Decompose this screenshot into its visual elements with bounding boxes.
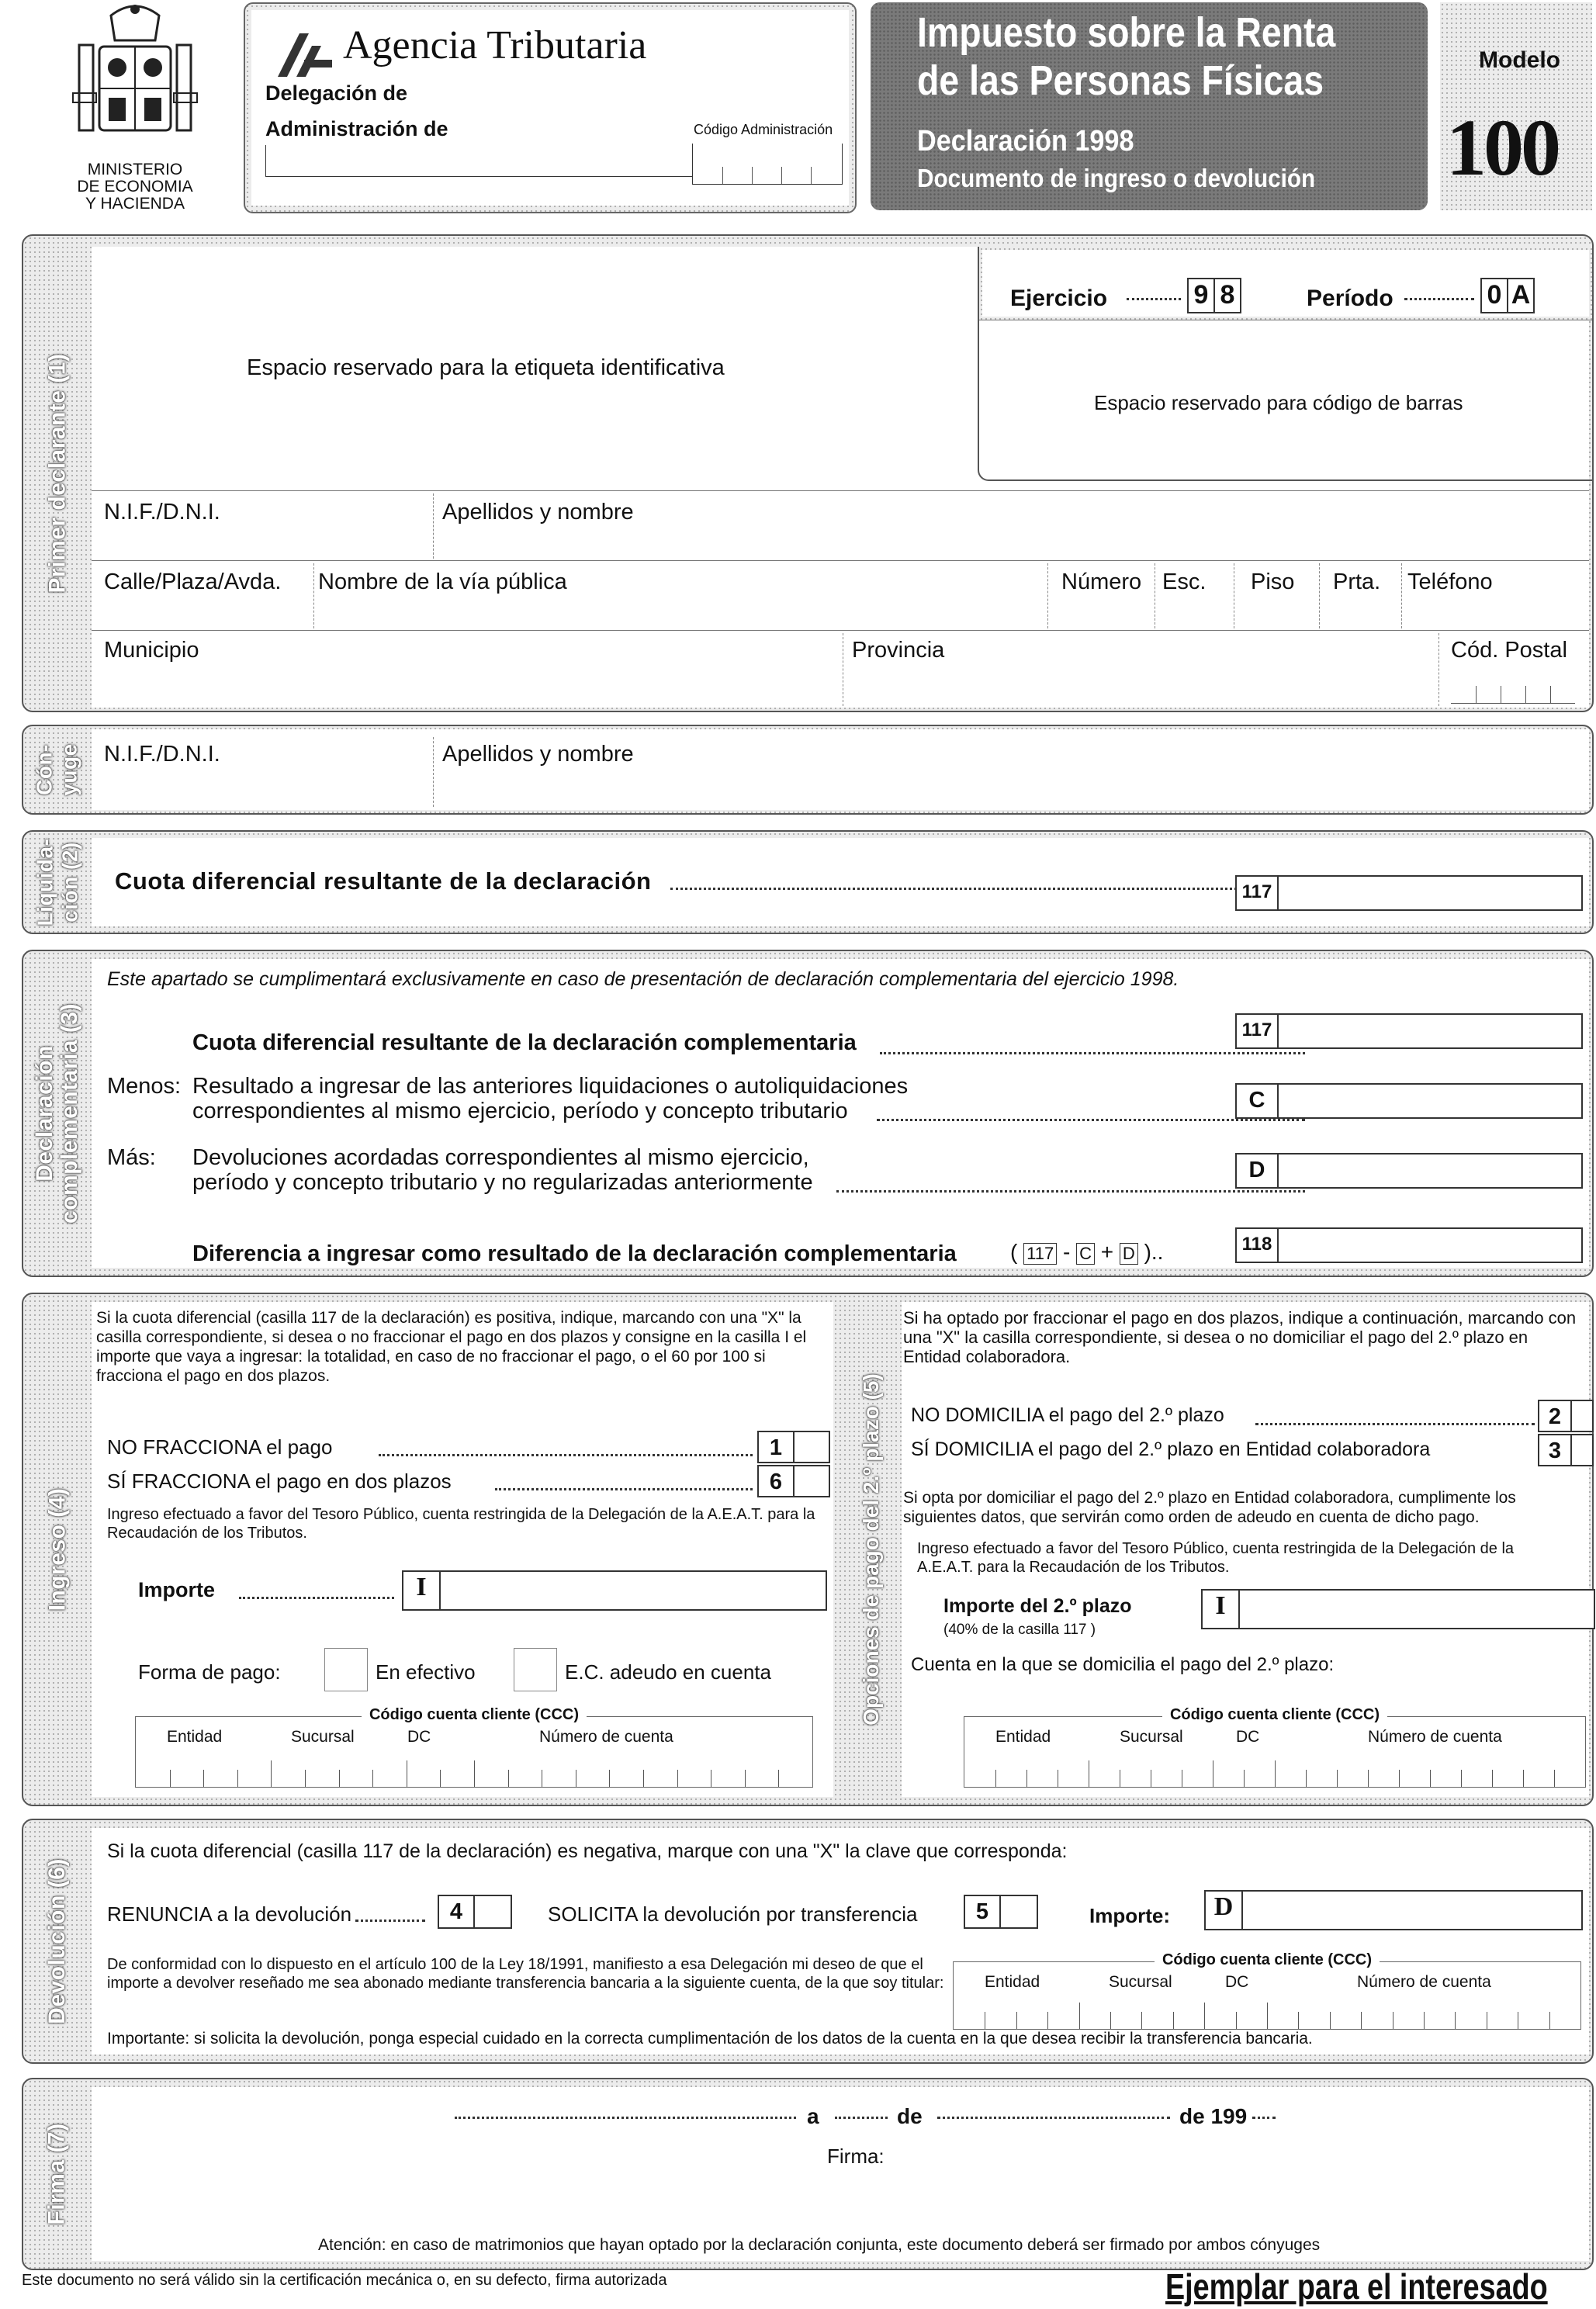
solicita-label: SOLICITA la devolución por transferencia (548, 1902, 918, 1926)
firma-de-label: de (897, 2104, 923, 2128)
ejercicio-periodo-box (978, 247, 1592, 320)
cod-postal-field[interactable] (1451, 673, 1575, 704)
dia-field[interactable] (835, 2117, 888, 2119)
code-118: 118 (1235, 1227, 1279, 1263)
ec-adeudo-label: E.C. adeudo en cuenta (565, 1660, 771, 1684)
efectivo-checkbox[interactable] (324, 1648, 368, 1691)
complementaria-d-input[interactable] (1277, 1153, 1583, 1189)
ccc-digit-divider (643, 1770, 644, 1787)
code-i: I (402, 1570, 441, 1611)
ccc-digit-divider (1016, 2012, 1017, 2029)
ccc-digit-divider (1204, 2003, 1205, 2029)
numero-label: Número (1061, 569, 1142, 594)
mas-line1: Devoluciones acordadas correspondientes al mismo ejercicio, (192, 1145, 809, 1170)
conyuge-nif-field[interactable] (92, 771, 425, 805)
ccc-digit-divider (995, 1770, 996, 1787)
ccc-digit-divider (170, 1770, 171, 1787)
codigo-admin-label: Código Administración (694, 122, 833, 137)
mas-label: Más: (107, 1145, 156, 1170)
si-domicilia-label: SÍ DOMICILIA el pago del 2.º plazo en Entidad colaboradora (911, 1438, 1431, 1460)
barcode-box (978, 320, 1592, 481)
diferencia-formula: ( 117 - C + D ).. (1010, 1240, 1164, 1264)
prta-label: Prta. (1333, 569, 1381, 594)
ccc-digit-divider (1110, 2012, 1111, 2029)
menos-label: Menos: (107, 1074, 182, 1099)
ministry-line: MINISTERIO (87, 161, 183, 178)
renuncia-checkbox[interactable] (473, 1895, 512, 1929)
ccc-digit-divider (1267, 2003, 1268, 2029)
municipio-label: Municipio (104, 638, 199, 663)
ccc-digit-divider (1554, 1770, 1555, 1787)
code-3: 3 (1538, 1434, 1572, 1466)
ministry-crest (68, 0, 202, 159)
ccc-digit-divider (745, 1770, 746, 1787)
ccc-digit-divider (508, 1770, 509, 1787)
section-firma (22, 2078, 1594, 2270)
atencion-note: Atención: en caso de matrimonios que hayan optado por la declaración conjunta, este documento deberá ser firmado por ambos cónyuges (318, 2236, 1321, 2254)
ejercicio-digit: 9 (1187, 278, 1215, 313)
complementaria-row1-text: Cuota diferencial resultante de la declaración complementaria (192, 1030, 857, 1055)
municipio-field[interactable] (104, 670, 833, 701)
lugar-field[interactable] (455, 2117, 796, 2119)
code-4: 4 (438, 1895, 475, 1929)
apellidos-label: Apellidos y nombre (442, 500, 634, 524)
periodo-digit: A (1507, 278, 1535, 313)
complementaria-117-input[interactable] (1277, 1013, 1583, 1049)
subtitle-documento: Documento de ingreso o devolución (917, 164, 1316, 192)
calle-label: Calle/Plaza/Avda. (104, 569, 282, 594)
importante-note: Importante: si solicita la devolución, ponga especial cuidado en la correcta cumplimentación de los datos de la cuenta en la que desea recibir la transferencia bancaria. (107, 2030, 1313, 2048)
title-block (871, 2, 1428, 210)
via-label: Nombre de la vía pública (318, 569, 567, 594)
code-d-devolucion: D (1204, 1890, 1243, 1930)
ingreso-para2: Ingreso efectuado a favor del Tesoro Público, cuenta restringida de la Delegación de la A.E.A.T. para la Recaudación de los Tributos. (107, 1506, 815, 1542)
no-fracciona-label: NO FRACCIONA el pago (107, 1435, 333, 1459)
efectivo-label: En efectivo (376, 1660, 476, 1684)
subtitle-declaracion: Declaración 1998 (917, 125, 1134, 158)
ccc-digit-divider (1424, 2012, 1425, 2029)
ccc-digit-divider (1368, 1770, 1369, 1787)
opciones-content (902, 1302, 1589, 1797)
diferencia-text: Diferencia a ingresar como resultado de la declaración complementaria (192, 1241, 957, 1266)
liquidacion-text: Cuota diferencial resultante de la declaración (115, 867, 652, 895)
agency-logo-icon (273, 26, 335, 80)
renuncia-label: RENUNCIA a la devolución (107, 1902, 352, 1926)
ingreso-para1: Si la cuota diferencial (casilla 117 de la declaración) es positiva, indique, marcando con una "X" la casilla correspondiente, si desea o no fraccionar el pago en dos plazos y consigne en la casilla I el importe que vaya a ingresar: la totalidad, en caso de no fraccionar el pago, o el 60 por 100 si fracciona el pago en dos plazos. (96, 1309, 807, 1385)
solicita-checkbox[interactable] (999, 1895, 1038, 1929)
ccc-digit-divider (1455, 2012, 1456, 2029)
administracion-label: Administración de (265, 117, 448, 140)
section-liquidacion (22, 830, 1594, 934)
apellidos-field[interactable] (441, 526, 1581, 557)
ccc-digit-divider (1399, 1770, 1400, 1787)
devolucion-importe-input[interactable] (1241, 1890, 1583, 1930)
nif-label: N.I.F./D.N.I. (104, 500, 220, 524)
side-label-ingreso: Ingreso (4) (44, 1487, 71, 1611)
etiqueta-placeholder: Espacio reservado para la etiqueta identificativa (247, 355, 725, 380)
si-fracciona-label: SÍ FRACCIONA el pago en dos plazos (107, 1470, 452, 1493)
code-5: 5 (964, 1895, 1001, 1929)
ministry-line: DE ECONOMIA (77, 178, 193, 196)
section-devolucion (22, 1819, 1594, 2064)
side-label-liquidacion: Liquida- ción (2) (33, 838, 81, 926)
opciones-para1: Si ha optado por fraccionar el pago en dos plazos, indique a continuación, marcando con una "X" la casilla correspondiente, si desea o no domiciliar el pago del 2.º plazo en Entidad colaboradora. (903, 1308, 1577, 1366)
code-6: 6 (757, 1465, 795, 1497)
primer-declarante-content (92, 247, 1589, 708)
si-fracciona-checkbox[interactable] (793, 1465, 830, 1497)
provincia-label: Provincia (852, 638, 945, 663)
code-i-opciones: I (1201, 1589, 1240, 1629)
ccc-digit-divider (305, 1770, 306, 1787)
side-label-complementaria: Declaración complementaria (3) (32, 1002, 82, 1224)
direccion-field[interactable] (318, 596, 1040, 627)
formula-c: C (1076, 1243, 1095, 1265)
ejercicio-digit: 8 (1213, 278, 1241, 313)
ejemplar-label: Ejemplar para el interesado (1165, 2266, 1548, 2307)
section-conyuge (22, 725, 1594, 815)
firma-label: Firma: (827, 2145, 885, 2168)
formula-117: 117 (1023, 1243, 1057, 1265)
no-fracciona-checkbox[interactable] (793, 1431, 830, 1463)
code-d: D (1235, 1153, 1279, 1189)
ccc-digit-divider (778, 1770, 779, 1787)
telefono-field[interactable] (1407, 596, 1586, 627)
code-117-complementaria: 117 (1235, 1013, 1279, 1049)
ingreso-importe-input[interactable] (439, 1570, 827, 1611)
ingreso-content (92, 1302, 833, 1797)
footer-note: Este documento no será válido sin la certificación mecánica o, en su defecto, firma autorizada (22, 2272, 667, 2289)
code-c: C (1235, 1083, 1279, 1119)
telefono-label: Teléfono (1407, 569, 1493, 594)
ccc-digit-divider (1549, 2012, 1550, 2029)
modelo-label: Modelo (1479, 47, 1560, 73)
conyuge-apellidos-label: Apellidos y nombre (442, 742, 634, 767)
opciones-para2: Si opta por domiciliar el pago del 2.º plazo en Entidad colaboradora, cumplimente los siguientes datos, que servirán como orden de adeudo en cuenta de dicho pago. (903, 1489, 1516, 1526)
periodo-digit: 0 (1480, 278, 1508, 313)
conyuge-nif-label: N.I.F./D.N.I. (104, 742, 220, 767)
firma-de199-label: de 199 (1179, 2104, 1248, 2128)
cuenta-label: Cuenta en la que se domicilia el pago del 2.º plazo: (911, 1654, 1335, 1675)
ccc-digit-divider (677, 1770, 678, 1787)
barcode-placeholder: Espacio reservado para código de barras (1094, 391, 1463, 414)
cod-postal-label: Cód. Postal (1451, 638, 1567, 663)
ccc-digit-divider (1236, 2012, 1237, 2029)
coat-of-arms-icon (68, 0, 202, 159)
nif-field[interactable] (92, 526, 425, 557)
conyuge-apellidos-field[interactable] (441, 771, 1581, 805)
menos-line1: Resultado a ingresar de las anteriores liquidaciones o autoliquidaciones (192, 1074, 909, 1099)
ccc-digit-divider (1026, 1770, 1027, 1787)
section-ingreso (22, 1293, 1594, 1806)
opciones-importe-input[interactable] (1238, 1589, 1595, 1629)
opciones-ccc-field[interactable]: Código cuenta cliente (CCC) Entidad Sucursal DC Número de cuenta (964, 1716, 1586, 1788)
ccc-digit-divider (1330, 2012, 1331, 2029)
ccc-digit-divider (609, 1770, 610, 1787)
ejercicio-label: Ejercicio (1010, 286, 1108, 311)
side-label-devolucion: Devolución (6) (44, 1858, 71, 2024)
ccc-digit-divider (1461, 1770, 1462, 1787)
mes-field[interactable] (937, 2117, 1170, 2119)
ccc-digit-divider (474, 1760, 475, 1787)
no-domicilia-label: NO DOMICILIA el pago del 2.º plazo (911, 1404, 1224, 1426)
complementaria-c-input[interactable] (1277, 1083, 1583, 1119)
code-2: 2 (1538, 1400, 1572, 1432)
cuota-diferencial-input[interactable] (1277, 875, 1583, 911)
code-1: 1 (757, 1431, 795, 1463)
ccc-digit-divider (1079, 2003, 1080, 2029)
complementaria-intro: Este apartado se cumplimentará exclusivamente en caso de presentación de declaración complementaria del ejercicio 1998. (107, 968, 1179, 990)
administracion-field[interactable] (265, 145, 693, 177)
formula-d: D (1120, 1243, 1138, 1265)
periodo-label: Período (1307, 286, 1393, 311)
ministry-line: Y HACIENDA (85, 195, 185, 213)
devolucion-ccc-field[interactable]: Código cuenta cliente (CCC) Entidad Sucursal DC Número de cuenta (953, 1961, 1581, 2030)
no-domicilia-checkbox[interactable] (1570, 1400, 1594, 1432)
title-line2: de las Personas Físicas (917, 57, 1324, 104)
ccc-digit-divider (339, 1770, 340, 1787)
side-label-opciones: Opciones de pago del 2.º plazo (5) (859, 1373, 884, 1726)
section-complementaria (22, 950, 1594, 1277)
ccc-digit-divider (1141, 2012, 1142, 2029)
side-label-firma: Firma (7) (44, 2123, 71, 2225)
firma-a-label: a (807, 2104, 819, 2128)
menos-line2: correspondientes al mismo ejercicio, período y concepto tributario (192, 1099, 848, 1123)
section-primer-declarante (22, 234, 1594, 712)
ccc-digit-divider (1523, 1770, 1524, 1787)
side-label-conyuge: Cón- yuge (32, 743, 81, 796)
ccc-digit-divider (1275, 1760, 1276, 1787)
opciones-para3: Ingreso efectuado a favor del Tesoro Público, cuenta restringida de la Delegación de la A.E.A.T. para la Recaudación de los Tributos. (917, 1540, 1515, 1576)
ccc-digit-divider (203, 1770, 204, 1787)
ministry-name (65, 161, 205, 213)
ingreso-ccc-field[interactable]: Código cuenta cliente (CCC) Entidad Sucursal DC Número de cuenta (135, 1716, 813, 1788)
code-117: 117 (1235, 875, 1279, 911)
importe-label: Importe (138, 1578, 216, 1601)
ccc-digit-divider (1244, 1770, 1245, 1787)
ec-adeudo-checkbox[interactable] (514, 1648, 557, 1691)
diferencia-118-input[interactable] (1277, 1227, 1583, 1263)
modelo-number: 100 (1446, 103, 1558, 192)
ccc-digit-divider (237, 1770, 238, 1787)
ccc-digit-divider (271, 1760, 272, 1787)
provincia-field[interactable] (852, 670, 1426, 701)
codigo-admin-field[interactable] (692, 144, 843, 185)
mas-line2: período y concepto tributario y no regularizadas anteriormente (192, 1170, 813, 1195)
modelo-box (1440, 2, 1592, 210)
esc-label: Esc. (1162, 569, 1207, 594)
devolucion-para1: Si la cuota diferencial (casilla 117 de la declaración) es negativa, marque con una "X" la clave que corresponda: (107, 1840, 1068, 1862)
opciones-importe-sub: (40% de la casilla 117 ) (943, 1622, 1096, 1638)
agency-name: Agencia Tributaria (343, 23, 647, 68)
agency-box (244, 2, 857, 213)
ccc-digit-divider (372, 1770, 373, 1787)
ccc-digit-divider (1306, 1770, 1307, 1787)
opciones-importe-label: Importe del 2.º plazo (943, 1595, 1132, 1617)
si-domicilia-checkbox[interactable] (1570, 1434, 1594, 1466)
title-line1: Impuesto sobre la Renta (917, 9, 1336, 56)
ccc-digit-divider (1492, 1770, 1493, 1787)
delegacion-label: Delegación de (265, 81, 408, 105)
ccc-digit-divider (1430, 1770, 1431, 1787)
ccc-digit-divider (1047, 2012, 1048, 2029)
ccc-digit-divider (1337, 1770, 1338, 1787)
side-label-primer-declarante: Primer declarante (1) (44, 353, 70, 594)
ccc-digit-divider (1361, 2012, 1362, 2029)
ccc-digit-divider (1173, 2012, 1174, 2029)
ccc-digit-divider (440, 1770, 441, 1787)
firma-signature-area[interactable] (324, 2172, 1333, 2235)
anio-field[interactable] (1252, 2117, 1276, 2119)
forma-pago-label: Forma de pago: (138, 1660, 281, 1684)
devolucion-para2: De conformidad con lo dispuesto en el artículo 100 de la Ley 18/1991, manifiesto a esa Delegación mi deseo de que el importe a devolver reseñado me sea abonado mediante transferencia bancaria a la siguiente cuenta, de la que soy titular: (107, 1956, 944, 1992)
devolucion-importe-label: Importe: (1089, 1904, 1170, 1927)
piso-label: Piso (1251, 569, 1295, 594)
ccc-digit-divider (1298, 2012, 1299, 2029)
